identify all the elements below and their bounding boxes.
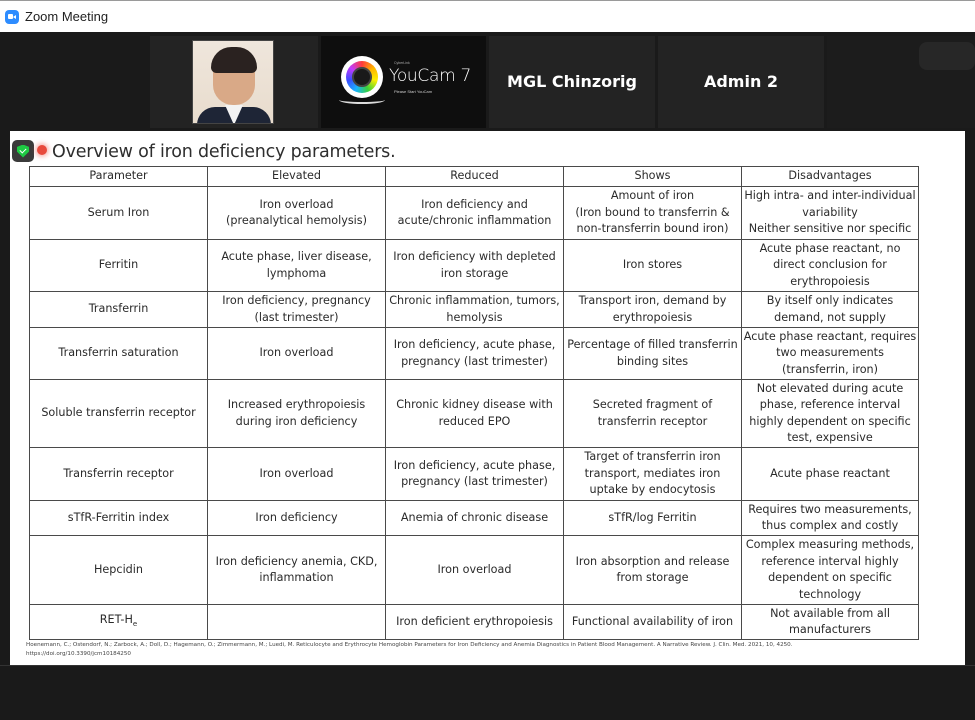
- cell-reduced: Iron deficiency and acute/chronic inflammation: [386, 187, 564, 240]
- column-header: Disadvantages: [742, 167, 919, 187]
- cell-parameter: Ferritin: [30, 240, 208, 292]
- cell-elevated: Iron overload (preanalytical hemolysis): [208, 187, 386, 240]
- cell-parameter: Hepcidin: [30, 536, 208, 605]
- cell-shows: Iron absorption and release from storage: [564, 536, 742, 605]
- parameters-table: [29, 166, 919, 640]
- column-header: Elevated: [208, 167, 386, 187]
- cell-elevated: Iron deficiency, pregnancy (last trimester): [208, 292, 386, 328]
- youcam-vendor: CyberLink: [394, 61, 410, 65]
- cell-parameter: Serum Iron: [30, 187, 208, 240]
- shield-check-icon: [17, 145, 29, 158]
- cell-elevated: Increased erythropoiesis during iron deficiency: [208, 380, 386, 448]
- cell-reduced: Iron deficiency, acute phase, pregnancy (last trimester): [386, 328, 564, 380]
- cell-shows: Secreted fragment of transferrin receptor: [564, 380, 742, 448]
- citation-link[interactable]: https://doi.org/10.3390/jcm10184250: [26, 651, 131, 657]
- participant-photo: [192, 40, 274, 124]
- cell-reduced: Iron overload: [386, 536, 564, 605]
- cell-reduced: Iron deficiency, acute phase, pregnancy (last trimester): [386, 448, 564, 501]
- shared-screen: [10, 131, 965, 666]
- table-row: [30, 380, 919, 448]
- cell-reduced: Iron deficient erythropoiesis: [386, 605, 564, 640]
- cell-shows: Functional availability of iron: [564, 605, 742, 640]
- cell-disadvantages: By itself only indicates demand, not supply: [742, 292, 919, 328]
- cell-parameter: Transferrin receptor: [30, 448, 208, 501]
- security-button[interactable]: [12, 140, 34, 162]
- participant-tile-video[interactable]: [150, 36, 318, 128]
- cell-disadvantages: Acute phase reactant, no direct conclusion for erythropoiesis: [742, 240, 919, 292]
- cell-disadvantages: Acute phase reactant: [742, 448, 919, 501]
- cell-disadvantages: Complex measuring methods, reference interval highly dependent on specific technology: [742, 536, 919, 605]
- participant-tile-empty[interactable]: [827, 36, 975, 128]
- cell-disadvantages: High intra- and inter-individual variability Neither sensitive nor specific: [742, 187, 919, 240]
- cell-parameter: Transferrin saturation: [30, 328, 208, 380]
- cell-shows: Target of transferrin iron transport, mediates iron uptake by endocytosis: [564, 448, 742, 501]
- youcam-hint: Please Start YouCam: [394, 89, 433, 94]
- cell-elevated: [208, 605, 386, 640]
- participant-tile-name[interactable]: [658, 36, 824, 128]
- table-row: [30, 187, 919, 240]
- cell-disadvantages: Acute phase reactant, requires two measurements (transferrin, iron): [742, 328, 919, 380]
- cell-shows: Percentage of filled transferrin binding sites: [564, 328, 742, 380]
- cell-elevated: Iron deficiency anemia, CKD, inflammation: [208, 536, 386, 605]
- youcam-camera-icon: [339, 56, 385, 106]
- cell-elevated: Iron deficiency: [208, 501, 386, 536]
- table-row: [30, 240, 919, 292]
- blurred-overlay: [919, 42, 975, 70]
- cell-reduced: Chronic kidney disease with reduced EPO: [386, 380, 564, 448]
- table-row: [30, 501, 919, 536]
- slide-title: Overview of iron deficiency parameters.: [52, 142, 396, 162]
- cell-parameter: [30, 605, 208, 640]
- cell-reduced: Anemia of chronic disease: [386, 501, 564, 536]
- citation-text: Hoenemann, C.; Ostendorf, N.; Zarbock, A.; Doll, D.; Hagemann, O.; Zimmermann, M.; Luedi, M. Reticulocyte and Erythrocyte Hemoglobin Parameters for Iron Deficiency and Anemia Diagnostics in Patient Blood Management. A Narrative Review. J. Clin. Med. 2021, 10, 4250.: [26, 642, 793, 648]
- participant-tile-youcam[interactable]: [321, 36, 486, 128]
- table-row: [30, 605, 919, 640]
- column-header: Reduced: [386, 167, 564, 187]
- cell-reduced: Iron deficiency with depleted iron storage: [386, 240, 564, 292]
- column-header: Parameter: [30, 167, 208, 187]
- cell-shows: Amount of iron (Iron bound to transferrin & non-transferrin bound iron): [564, 187, 742, 240]
- table-row: [30, 328, 919, 380]
- parameter-name: RET-H: [99, 612, 133, 626]
- cell-disadvantages: Not elevated during acute phase, reference interval highly dependent on specific test, expensive: [742, 380, 919, 448]
- cell-parameter: sTfR-Ferritin index: [30, 501, 208, 536]
- youcam-brand: YouCam 7: [389, 66, 471, 86]
- window-title: Zoom Meeting: [25, 9, 109, 24]
- participant-name: MGL Chinzorig: [507, 72, 637, 91]
- cell-parameter: Soluble transferrin receptor: [30, 380, 208, 448]
- cell-shows: sTfR/log Ferritin: [564, 501, 742, 536]
- cell-disadvantages: Not available from all manufacturers: [742, 605, 919, 640]
- cell-parameter: Transferrin: [30, 292, 208, 328]
- cell-elevated: Iron overload: [208, 328, 386, 380]
- table-row: [30, 448, 919, 501]
- table-row: [30, 536, 919, 605]
- cell-disadvantages: Requires two measurements, thus complex and costly: [742, 501, 919, 536]
- table-row: [30, 292, 919, 328]
- column-header: Shows: [564, 167, 742, 187]
- table-header-row: [30, 167, 919, 187]
- participant-tile-name[interactable]: [489, 36, 655, 128]
- participant-strip: [0, 32, 975, 132]
- zoom-app-icon: [5, 10, 19, 24]
- divider: [0, 665, 975, 666]
- window-titlebar: [0, 0, 975, 32]
- cell-shows: Transport iron, demand by erythropoiesis: [564, 292, 742, 328]
- cell-elevated: Iron overload: [208, 448, 386, 501]
- parameter-subscript: e: [132, 619, 138, 628]
- cell-elevated: Acute phase, liver disease, lymphoma: [208, 240, 386, 292]
- citation: [26, 641, 926, 659]
- recording-dot-icon: [37, 145, 47, 155]
- cell-shows: Iron stores: [564, 240, 742, 292]
- cell-reduced: Chronic inflammation, tumors, hemolysis: [386, 292, 564, 328]
- participant-name: Admin 2: [703, 72, 779, 91]
